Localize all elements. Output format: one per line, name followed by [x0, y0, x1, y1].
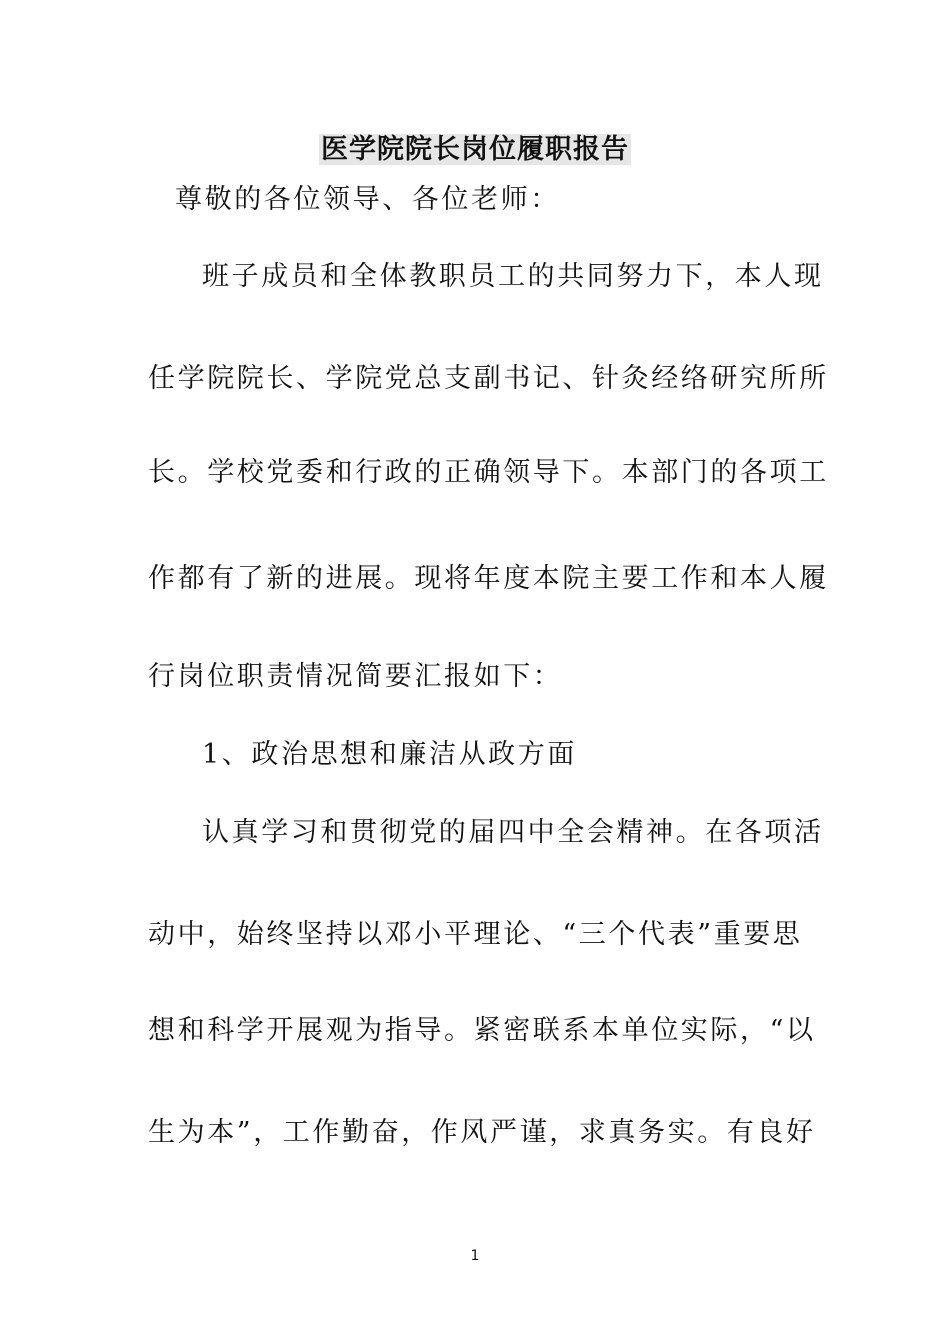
paragraph-line: 班子成员和全体教职员工的共同努力下，本人现 — [202, 261, 824, 292]
document-title-text: 医学院院长岗位履职报告 — [321, 134, 629, 165]
section-heading: 1、政治思想和廉洁从政方面 — [202, 739, 577, 770]
paragraph-line: 任学院院长、学院党总支副书记、针灸经络研究所所 — [148, 363, 829, 394]
paragraph-line: 作都有了新的进展。现将年度本院主要工作和本人履 — [148, 563, 829, 594]
paragraph-line: 生为本”，工作勤奋，作风严谨，求真务实。有良好 — [148, 1117, 816, 1148]
paragraph-line: 认真学习和贯彻党的届四中全会精神。在各项活 — [202, 817, 824, 848]
salutation: 尊敬的各位领导、各位老师： — [175, 184, 560, 215]
paragraph-line: 想和科学开展观为指导。紧密联系本单位实际，“以 — [148, 1015, 816, 1046]
page-number: 1 — [470, 1248, 480, 1264]
document-title — [0, 130, 950, 170]
paragraph-line: 行岗位职责情况简要汇报如下： — [148, 661, 563, 692]
paragraph-line: 动中，始终坚持以邓小平理论、“三个代表”重要思 — [148, 919, 803, 950]
paragraph-line: 长。学校党委和行政的正确领导下。本部门的各项工 — [148, 457, 829, 488]
